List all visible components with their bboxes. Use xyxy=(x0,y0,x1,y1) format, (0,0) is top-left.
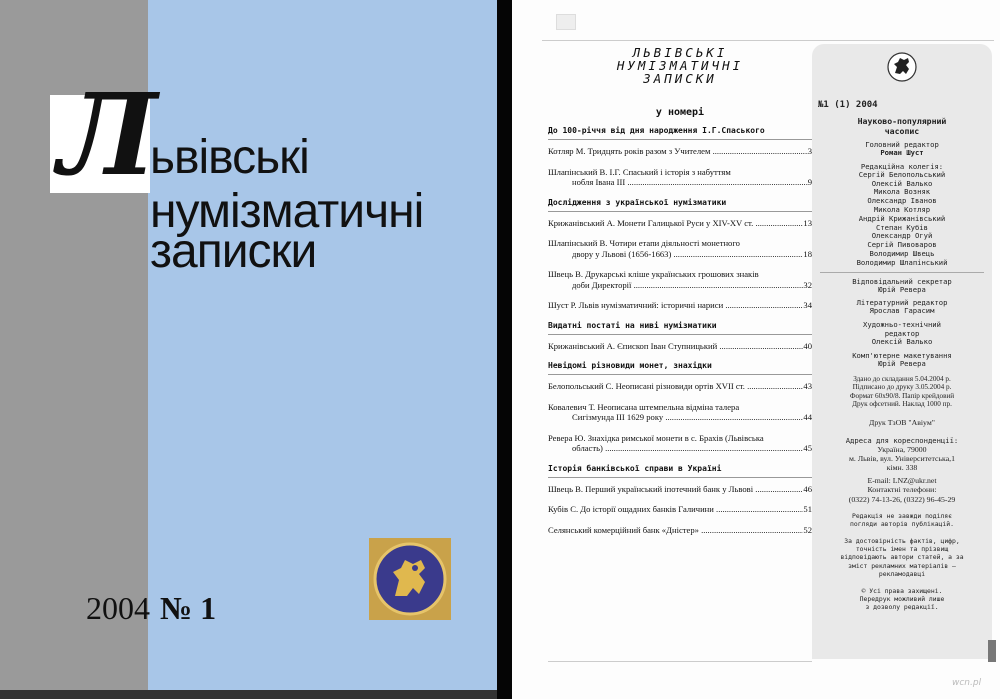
entry-title: Селянський комерційний банк «Дністер» ..... xyxy=(548,525,803,536)
imprint-divider xyxy=(820,272,984,273)
contents-entry xyxy=(548,381,812,392)
section-divider xyxy=(548,211,812,212)
disclaimer-facts: За достовірність фактів, цифр, точність імен та прізвищ відповідають автори статей, а за зміст рекламних матеріалів – рекламодавці xyxy=(840,536,964,579)
email-link[interactable]: E-mail: LNZ@ukr.net xyxy=(867,476,937,486)
contents-page xyxy=(512,0,1000,699)
contents-entry xyxy=(548,484,812,495)
board-list xyxy=(812,171,992,268)
entry-title: Шуст Р. Львів нумізматичний: історичні нариси ..... xyxy=(548,300,803,311)
section-divider xyxy=(548,334,812,335)
contents-entry xyxy=(548,167,812,188)
board-member: Сергій Белопольський xyxy=(858,169,946,179)
board-member: Степан Кубів xyxy=(876,222,928,232)
board-label: Редакційна колегія: xyxy=(860,161,944,171)
entry-title-continued xyxy=(548,177,812,188)
board-member: Володимир Шлапінський xyxy=(856,257,948,267)
cover-title-line-3: записки xyxy=(150,225,317,278)
contents-entry xyxy=(548,238,812,259)
disclaimer-views: Редакція не завжди поділяє погляди авторів публікацій. xyxy=(850,511,954,529)
contents-section-title: Видатні постаті на ниві нумізматики xyxy=(548,320,717,330)
editor-label: Головний редактор xyxy=(865,140,939,149)
entry-page-number: 13 xyxy=(803,217,812,228)
art-editor-label: Художньо-технічний редактор xyxy=(863,320,941,339)
copyright-note: © Усі права захищені. Передрук можливий лише з дозволу редакції. xyxy=(859,586,945,612)
address-label: Адреса для кореспонденції: xyxy=(845,435,959,445)
board-member: Андрій Крижанівський xyxy=(858,213,946,223)
cover-initial-letter: Л xyxy=(58,70,158,201)
imprint-panel xyxy=(812,44,992,659)
entry-title-continued xyxy=(548,412,812,423)
entry-page-number: 52 xyxy=(803,524,812,535)
entry-title: Ковалевич Т. Неописана штемпельна відміна талера xyxy=(548,401,740,412)
contents-entry xyxy=(548,269,812,290)
layout-label: Комп'ютерне макетування xyxy=(852,350,952,360)
board-member: Володимир Швець xyxy=(869,248,935,258)
board-member: Олександр Іванов xyxy=(867,196,937,206)
cover-title-line-2: нумізматичні xyxy=(150,185,424,238)
section-divider xyxy=(548,374,812,375)
cover-bottom-edge xyxy=(0,690,497,699)
section-divider xyxy=(548,477,812,478)
phones: (0322) 74-13-26, (0322) 96-45-29 xyxy=(848,494,956,504)
entry-title: Крижанівський А. Монети Галицької Руси у XIV-XV ст. ..... xyxy=(548,218,803,229)
contents-entry xyxy=(548,433,812,454)
contents-entry xyxy=(548,146,812,157)
cover-title-line-1: ьвівські xyxy=(150,131,309,184)
entry-title-line-2: Сигізмунда ІІІ 1629 року ..... xyxy=(572,412,803,423)
journal-title: ЛЬВІВСЬКІ НУМІЗМАТИЧНІ ЗАПИСКИ xyxy=(616,45,744,86)
printer-name: Друк ТзОВ "Авіум" xyxy=(869,418,935,428)
entry-title: Швець В. Друкарські кліше українських грошових знаків xyxy=(548,269,759,279)
contents-entry xyxy=(548,300,812,311)
lit-editor-name: Ярослав Гарасим xyxy=(869,306,935,316)
contents-section-title: Невідомі різновиди монет, знахідки xyxy=(548,361,712,370)
contents-entry xyxy=(548,504,812,515)
entry-title-continued xyxy=(548,249,812,260)
entry-page-number: 3 xyxy=(807,146,812,156)
entry-page-number: 51 xyxy=(803,504,812,514)
entry-title: Ревера Ю. Знахідка римської монети в с. Брахів (Львівська xyxy=(548,432,764,443)
secretary-name: Юрій Ревера xyxy=(878,284,926,294)
entry-title: Крижанівський А. Єпископ Іван Ступницький ..... xyxy=(548,341,803,352)
section-divider xyxy=(548,139,812,140)
contents-section-title: До 100-річчя від дня народження І.Г.Спаського xyxy=(548,126,765,135)
entry-page-number: 18 xyxy=(803,248,812,259)
in-issue-heading: у номері xyxy=(655,107,705,118)
entry-title: Шлапінський В. І.Г. Спаський і історія з набуттям xyxy=(548,166,731,177)
board-member: Микола Возняк xyxy=(873,187,931,197)
lit-editor-label: Літературний редактор xyxy=(856,298,948,308)
entry-title: Шлапінський В. Чотири етапи діяльності монетного xyxy=(548,238,740,248)
contents-entry xyxy=(548,218,812,229)
entry-title-line-2: доби Директорії ..... xyxy=(572,280,803,291)
page-corner-mark xyxy=(556,14,576,30)
entry-title: Кубів С. До історії ощадних банків Галичини ..... xyxy=(548,504,803,515)
entry-page-number: 46 xyxy=(803,483,812,494)
page-frame-bottom xyxy=(548,661,812,662)
entry-title-line-2: область) ..... xyxy=(572,443,803,454)
print-info: Здано до складання 5.04.2004 р. Підписано до друку 3.05.2004 р. Формат 60х90/8. Папір крейдовий Друк офсетний. Наклад 1000 пр. xyxy=(849,374,955,408)
entry-title: Котляр М. Тридцять років разом з Учителем ..... xyxy=(548,146,808,157)
layout-name: Юрій Ревера xyxy=(878,358,926,368)
entry-title: Белопольський С. Неописані різновиди ортів XVII ст. ..... xyxy=(548,381,803,392)
entry-page-number: 44 xyxy=(803,412,812,422)
contents-entry xyxy=(548,402,812,423)
lion-logo-icon xyxy=(887,52,917,82)
entry-title-continued xyxy=(548,280,812,291)
entry-page-number: 45 xyxy=(803,443,812,453)
entry-page-number: 9 xyxy=(807,177,812,187)
journal-kind: Науково-популярний часопис xyxy=(857,116,947,136)
contents-section-title: Дослідження з української нумізматики xyxy=(548,197,727,207)
spread-gutter xyxy=(497,0,512,699)
entry-title: Швець В. Перший український іпотечний банк у Львові ..... xyxy=(548,484,803,495)
issue-number: №1 (1) 2004 xyxy=(818,100,878,110)
cover-year: 2004 xyxy=(86,590,150,626)
phones-label: Контактні телефони: xyxy=(867,485,937,495)
contents-section-title: Історія банківської справи в Україні xyxy=(548,463,722,473)
editor-name: Роман Шуст xyxy=(880,148,924,157)
contents-sections xyxy=(548,126,812,535)
entry-page-number: 43 xyxy=(803,381,812,391)
entry-page-number: 32 xyxy=(803,279,812,290)
board-member: Микола Котляр xyxy=(873,204,931,214)
entry-title-continued xyxy=(548,443,812,454)
table-of-contents xyxy=(548,46,812,666)
entry-title-line-2: двору у Львові (1656-1663) ..... xyxy=(572,249,803,260)
board-member: Сергій Пивоваров xyxy=(867,240,937,250)
board-member: Олексій Валько xyxy=(871,178,933,188)
lion-emblem-icon xyxy=(369,538,451,620)
art-editor-name: Олексій Валько xyxy=(871,337,933,347)
entry-title-line-2: нобля Івана ІІІ ..... xyxy=(572,177,808,188)
address: Україна, 79000 м. Львів, вул. Університетська,1 кімн. 338 xyxy=(848,444,956,472)
entry-page-number: 34 xyxy=(803,300,812,310)
cover-issue-number: № 1 xyxy=(160,590,217,626)
page-side-mark xyxy=(988,640,996,662)
magazine-cover xyxy=(0,0,497,699)
contents-entry xyxy=(548,525,812,536)
contents-entry xyxy=(548,341,812,352)
watermark: wcn.pl xyxy=(952,678,982,688)
secretary-label: Відповідальний секретар xyxy=(852,276,952,286)
entry-page-number: 40 xyxy=(803,340,812,351)
board-member: Олександр Огуй xyxy=(871,231,933,241)
page-frame-top xyxy=(542,40,994,41)
